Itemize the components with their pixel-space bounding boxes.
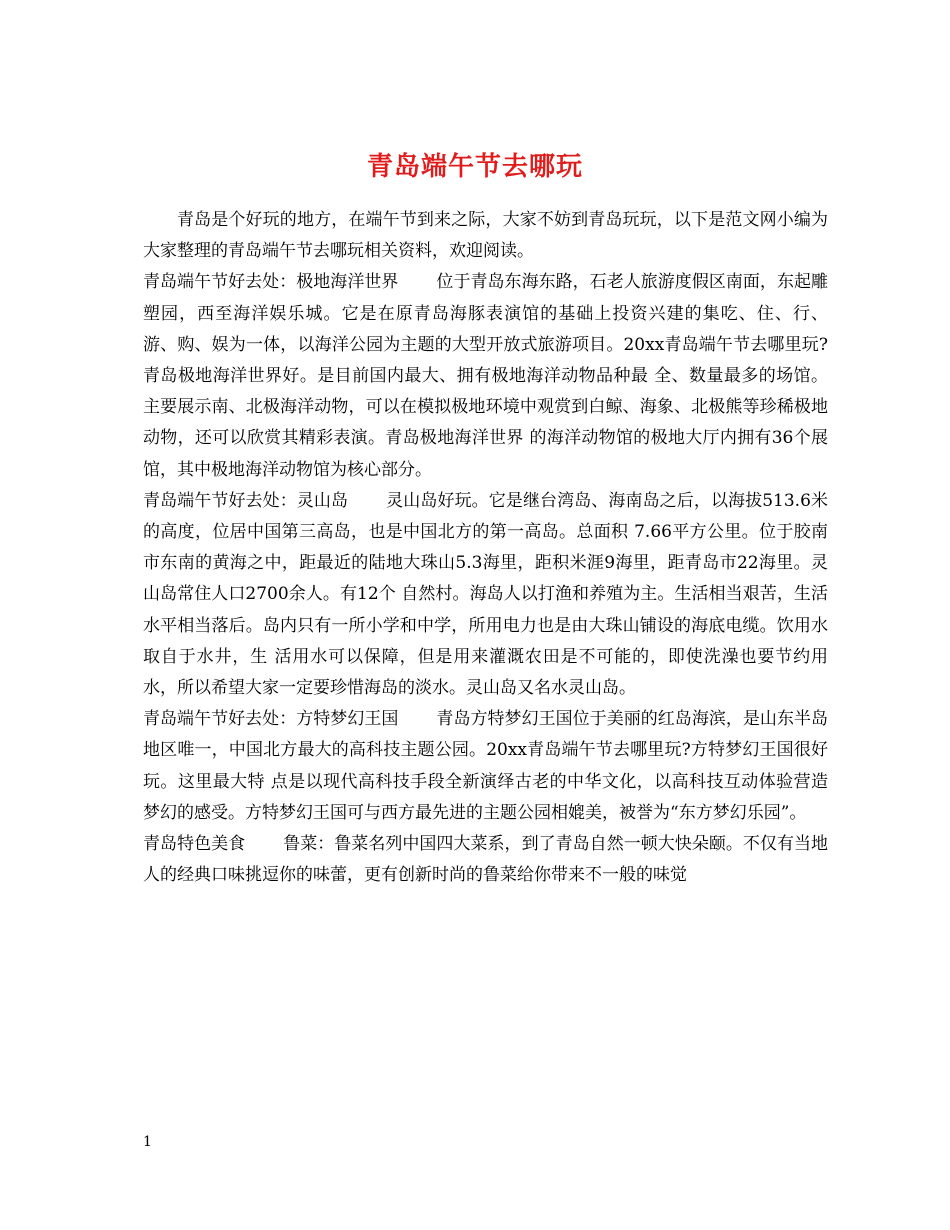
document-body <box>143 205 828 891</box>
section-lingshan-island <box>143 486 828 704</box>
section-heading: 青岛端午节好去处：方特梦幻王国 <box>143 709 399 730</box>
section-heading: 青岛端午节好去处：极地海洋世界 <box>143 272 399 293</box>
section-polar-ocean-world <box>143 267 828 485</box>
section-fantawild <box>143 704 828 829</box>
page-number: 1 <box>143 1134 152 1150</box>
intro-paragraph <box>143 205 828 267</box>
section-heading: 青岛特色美食 <box>143 834 246 855</box>
section-heading: 青岛端午节好去处：灵山岛 <box>143 490 349 511</box>
section-local-food <box>143 829 828 891</box>
section-text: 灵山岛好玩。它是继台湾岛、海南岛之后，以海拔513.6米的高度，位居中国第三高岛，也是中国北方的第一高岛。总面积 7.66平方公里。位于胶南市东南的黄海之中，距最近的陆地大珠山5.3海里，距积米涯9海里，距青岛市22海里。灵山岛常住人口2700余人。有12个 自然村。海岛人以打渔和养殖为主。生活相当艰苦，生活水平相当落后。岛内只有一所小学和中学，所用电力也是由大珠山铺设的海底电缆。饮用水取自于水井，生 活用水可以保障，但是用来灌溉农田是不可能的，即使洗澡也要节约用水，所以希望大家一定要珍惜海岛的淡水。灵山岛又名水灵山岛。 <box>143 490 828 699</box>
document-title: 青岛端午节去哪玩 <box>366 152 583 183</box>
paragraph-text: 青岛是个好玩的地方，在端午节到来之际，大家不妨到青岛玩玩，以下是范文网小编为大家整理的青岛端午节去哪玩相关资料，欢迎阅读。 <box>143 210 828 262</box>
section-text: 位于青岛东海东路，石老人旅游度假区南面，东起雕塑园，西至海洋娱乐城。它是在原青岛海豚表演馆的基础上投资兴建的集吃、住、行、 游、购、娱为一体，以海洋公园为主题的大型开放式旅游项目。20xx青岛端午节去哪里玩?青岛极地海洋世界好。是目前国内最大、拥有极地海洋动物品种最 全、数量最多的场馆。主要展示南、北极海洋动物，可以在模拟极地环境中观赏到白鲸、海象、北极熊等珍稀极地动物，还可以欣赏其精彩表演。青岛极地海洋世界 的海洋动物馆的极地大厅内拥有36个展馆，其中极地海洋动物馆为核心部分。 <box>143 272 829 480</box>
section-text: 鲁菜：鲁菜名列中国四大菜系，到了青岛自然一顿大快朵颐。不仅有当地人的经典口味挑逗你的味蕾，更有创新时尚的鲁菜给你带来不一般的味觉 <box>143 834 829 886</box>
section-text: 青岛方特梦幻王国位于美丽的红岛海滨，是山东半岛地区唯一，中国北方最大的高科技主题公园。20xx青岛端午节去哪里玩?方特梦幻王国很好玩。这里最大特 点是以现代高科技手段全新演绎古老的中华文化，以高科技互动体验营造梦幻的感受。方特梦幻王国可与西方最先进的主题公园相媲美，被誉为“东方梦幻乐园”。 <box>143 709 829 823</box>
